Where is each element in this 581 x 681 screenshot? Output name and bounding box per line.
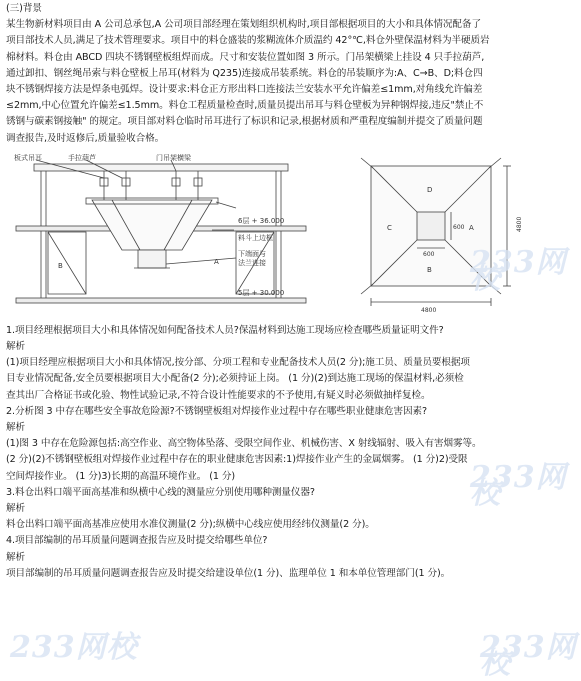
dim-4800-right: 4800 bbox=[516, 216, 523, 232]
label-hoist: 手拉葫芦 bbox=[68, 153, 96, 162]
figure-3 bbox=[6, 152, 576, 317]
question-1-text: 1.项目经理根据项目大小和具体情况如何配备技术人员?保温材料到达施工现场应检查哪些质量证明文件? bbox=[6, 324, 444, 336]
section-title: (三)背景 bbox=[6, 3, 42, 14]
label-gantry-beam: 门吊架横梁 bbox=[156, 153, 191, 162]
plan-label-c: C bbox=[387, 223, 392, 232]
answer-label: 解析 bbox=[6, 341, 26, 353]
background-line: 调查报告,及时返修后,质量验收合格。 bbox=[6, 132, 165, 144]
question-2 bbox=[6, 404, 576, 485]
background-line: 通过卸扣、钢丝绳吊索与料仓壁板上吊耳(材料为 Q235)连接成吊装系统。料仓的吊装顺序为:A、C→B、D;料仓四 bbox=[6, 67, 483, 79]
label-upper-edge: 料斗上边框 bbox=[238, 233, 273, 242]
answer-label: 解析 bbox=[6, 503, 26, 515]
plan-label-a: A bbox=[469, 223, 474, 232]
answer-line: 查其出厂合格证书或化验、物性试验记录,不符合设计性能要求的不予使用,有疑义时必须做抽样复检。 bbox=[6, 389, 431, 401]
document bbox=[6, 0, 576, 582]
question-1 bbox=[6, 323, 576, 404]
dim-600-horizontal: 600 bbox=[423, 250, 435, 258]
label-floor-5: 5层 + 30.000 bbox=[238, 288, 285, 297]
plan-label-d: D bbox=[427, 185, 433, 194]
background-line: 某生物新材料项目由 A 公司总承包,A 公司项目部经理在策划组织机构时,项目部根据项目的大小和具体情况配备了 bbox=[6, 19, 481, 31]
dim-4800-bottom: 4800 bbox=[421, 306, 437, 314]
watermark: 233网校 bbox=[10, 630, 138, 665]
watermark: 233网校 bbox=[470, 245, 567, 297]
question-4-text: 4.项目部编制的吊耳质量问题调查报告应及时提交给哪些单位? bbox=[6, 535, 268, 547]
label-plate-lug: 板式吊耳 bbox=[14, 153, 42, 162]
background-text bbox=[6, 17, 576, 147]
background-line: 项目部技术人员,满足了技术管理要求。项目中的料仓盛装的浆糊流体介质温约 42°℃,料仓外壁保温材料为半硬质岩 bbox=[6, 35, 490, 47]
answer-label: 解析 bbox=[6, 422, 26, 434]
elevation-drawing bbox=[6, 152, 316, 317]
answer-line: (1)图 3 中存在危险源包括:高空作业、高空物体坠落、受限空间作业、机械伤害、X 射线辐射、吸入有害烟雾等。 bbox=[6, 438, 482, 450]
answer-line: 料仓出料口端平面高基准应使用水准仪测量(2 分);纵横中心线应使用经纬仪测量(2 分)。 bbox=[6, 519, 375, 531]
question-4 bbox=[6, 533, 576, 582]
label-panel-a: A bbox=[214, 257, 219, 266]
dim-600-vertical: 600 bbox=[453, 223, 465, 231]
background-line: 块不锈钢焊接方法是焊条电弧焊。设计要求:料仓正方形出料口连接法兰安装水平允许偏差≤1mm,对角线允许偏差 bbox=[6, 84, 483, 96]
answer-line: (2 分)(2)不锈钢壁板组对焊接作业过程中存在的职业健康危害因素:1)焊接作业产生的金属烟雾。 (1 分)2)受限 bbox=[6, 454, 468, 466]
watermark: 233网校 bbox=[470, 460, 567, 512]
answer-label: 解析 bbox=[6, 551, 26, 563]
answer-line: 空间焊接作业。 (1 分)3)长期的高温环境作业。 (1 分) bbox=[6, 470, 236, 482]
plan-drawing bbox=[351, 152, 571, 317]
plan-label-b: B bbox=[427, 265, 432, 274]
answer-line: 项目部编制的吊耳质量问题调查报告应及时提交给建设单位(1 分)、监理单位 1 和本单位管理部门(1 分)。 bbox=[6, 567, 451, 579]
background-line: ≤2mm,中心位置允许偏差≤1.5mm。料仓工程质量检查时,质量员提出吊耳与料仓壁板为异种钢焊接,违反"禁止不 bbox=[6, 100, 484, 112]
watermark: 233网校 bbox=[480, 630, 577, 681]
label-floor-6: 6层 + 36.000 bbox=[238, 216, 285, 225]
question-3 bbox=[6, 485, 576, 534]
answer-line: 目专业情况配备,安全员要根据项目大小配备(2 分);必须持证上岗。 (1 分)(2)到达施工现场的保温材料,必须检 bbox=[6, 373, 464, 385]
label-outlet-1: 下端面与 bbox=[238, 249, 266, 258]
background-line: 锈钢与碳素钢接触" 的规定。项目部对料仓临时吊耳进行了标识和记录,根据材质和严重程度编制并提交了质量问题 bbox=[6, 116, 483, 128]
label-panel-b: B bbox=[58, 261, 63, 270]
question-2-text: 2.分析图 3 中存在哪些安全事故危险源?不锈钢壁板组对焊接作业过程中存在哪些职业健康危害因素? bbox=[6, 405, 428, 417]
background-line: 棉材料。料仓由 ABCD 四块不锈钢壁板组焊而成。尺寸和安装位置如图 3 所示。门吊架横梁上挂设 4 只手拉葫芦, bbox=[6, 51, 485, 63]
answer-line: (1)项目经理应根据项目大小和具体情况,按分部、分项工程和专业配备技术人员(2 分);施工员、质量员要根据项 bbox=[6, 357, 470, 369]
label-outlet-2: 法兰连接 bbox=[238, 258, 266, 267]
question-3-text: 3.料仓出料口端平面高基准和纵横中心线的测量应分别使用哪种测量仪器? bbox=[6, 486, 315, 498]
